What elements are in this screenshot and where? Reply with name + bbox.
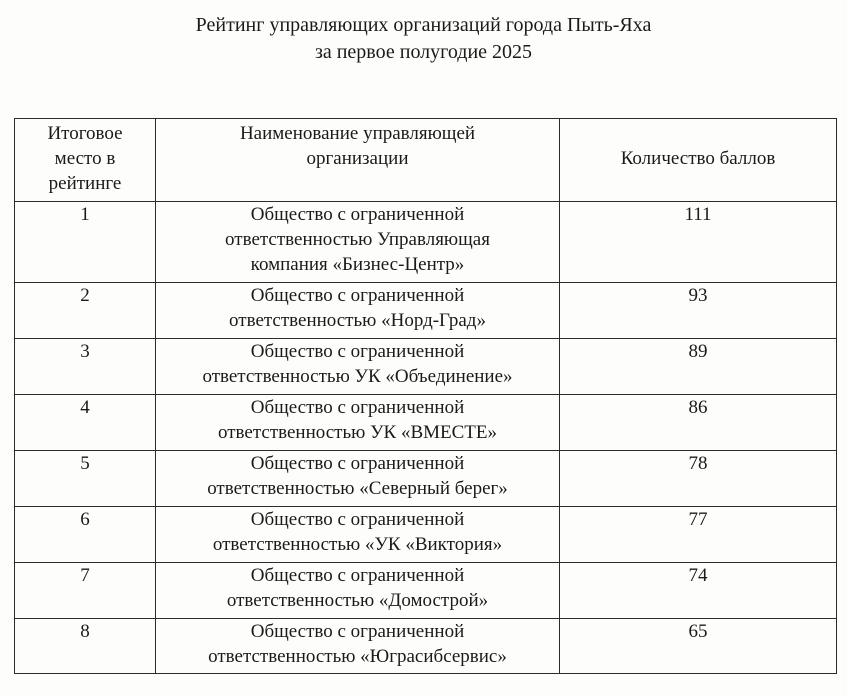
org-name-line: Общество с ограниченной [250, 565, 465, 586]
table-row [15, 563, 837, 619]
score-cell: 74 [560, 563, 837, 619]
header-name-line: организации [306, 148, 409, 169]
score-cell: 65 [560, 619, 837, 674]
header-score-label: Количество баллов [620, 147, 776, 169]
org-name-line: ответственностью «Юграсибсервис» [208, 646, 507, 667]
table-row [15, 507, 837, 563]
title-line-1: Рейтинг управляющих организаций города Пыть-Яха [195, 14, 652, 36]
rating-table [14, 118, 837, 674]
org-name-cell [156, 507, 560, 563]
header-rank [15, 119, 156, 202]
document-title [0, 12, 847, 66]
rank-cell: 1 [15, 202, 156, 283]
score-cell: 78 [560, 451, 837, 507]
org-name-line: Общество с ограниченной [250, 509, 465, 530]
score-cell: 111 [560, 202, 837, 283]
org-name-cell [156, 339, 560, 395]
header-rank-line: место в [54, 148, 116, 169]
table-header-row [15, 119, 837, 202]
org-name-cell [156, 395, 560, 451]
org-name-line: ответственностью «Домострой» [226, 590, 489, 611]
rank-cell: 3 [15, 339, 156, 395]
table-row [15, 339, 837, 395]
org-name-line: Общество с ограниченной [250, 204, 465, 225]
org-name-line: ответственностью «Норд-Град» [229, 310, 486, 331]
score-cell: 93 [560, 283, 837, 339]
score-cell: 77 [560, 507, 837, 563]
org-name-line: Общество с ограниченной [250, 621, 465, 642]
org-name-line: ответственностью Управляющая [225, 229, 490, 250]
org-name-line: Общество с ограниченной [250, 453, 465, 474]
header-name-line: Наименование управляющей [239, 123, 476, 144]
org-name-line: ответственностью «УК «Виктория» [212, 534, 503, 555]
rank-cell: 8 [15, 619, 156, 674]
org-name-cell [156, 563, 560, 619]
header-name [156, 119, 560, 202]
org-name-cell [156, 202, 560, 283]
score-cell: 89 [560, 339, 837, 395]
org-name-line: ответственностью УК «Объединение» [202, 366, 513, 387]
title-line-2: за первое полугодие 2025 [314, 41, 533, 63]
org-name-line: Общество с ограниченной [250, 285, 465, 306]
rank-cell: 7 [15, 563, 156, 619]
rank-cell: 2 [15, 283, 156, 339]
org-name-cell [156, 619, 560, 674]
table-row [15, 619, 837, 674]
org-name-line: ответственностью «Северный берег» [207, 478, 508, 499]
score-cell: 86 [560, 395, 837, 451]
table-row [15, 395, 837, 451]
header-rank-line: рейтинге [48, 173, 122, 194]
org-name-line: Общество с ограниченной [250, 341, 465, 362]
org-name-line: компания «Бизнес-Центр» [250, 254, 465, 275]
org-name-cell [156, 451, 560, 507]
org-name-cell [156, 283, 560, 339]
header-score [560, 119, 837, 202]
table-row [15, 451, 837, 507]
table-row [15, 283, 837, 339]
org-name-line: Общество с ограниченной [250, 397, 465, 418]
header-rank-line: Итоговое [47, 123, 123, 144]
rank-cell: 4 [15, 395, 156, 451]
rank-cell: 6 [15, 507, 156, 563]
table-row [15, 202, 837, 283]
rank-cell: 5 [15, 451, 156, 507]
org-name-line: ответственностью УК «ВМЕСТЕ» [218, 422, 497, 443]
